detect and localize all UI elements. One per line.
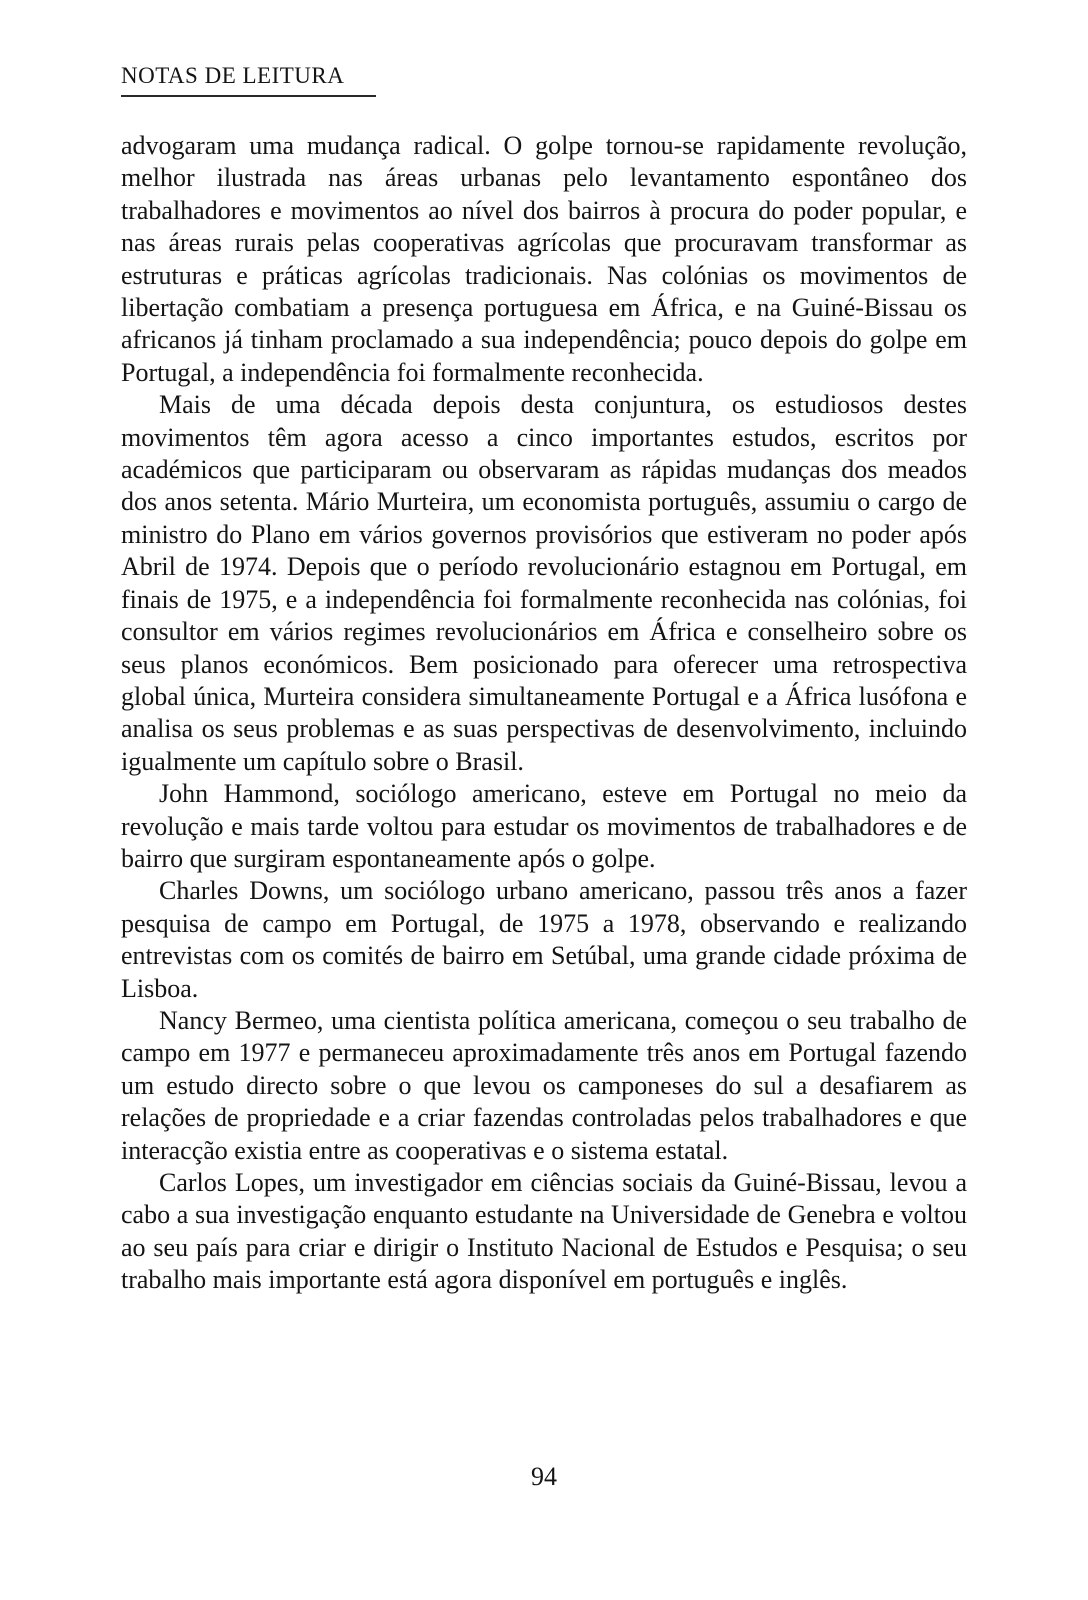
paragraph-lopes: Carlos Lopes, um investigador em ciências sociais da Guiné-Bissau, levou a cabo a sua investigação enquanto estudante na Universidade de Genebra e voltou ao seu país para criar e dirigir o Instituto Nacional de Estudos e Pesquisa; o seu trabalho mais importante está agora disponível em português e inglês. (121, 1168, 967, 1295)
paragraph-hammond: John Hammond, sociólogo americano, esteve em Portugal no meio da revolução e mais tarde voltou para estudar os movimentos de trabalhadores e de bairro que surgiram espontaneamente após o golpe. (121, 779, 967, 873)
paragraph-downs: Charles Downs, um sociólogo urbano americano, passou três anos a fazer pesquisa de campo em Portugal, de 1975 a 1978, observando e realizando entrevistas com os comités de bairro em Setúbal, uma grande cidade próxima de Lisboa. (121, 876, 967, 1003)
paragraph-continuation: advogaram uma mudança radical. O golpe tornou-se rapidamente revolução, melhor ilustrada nas áreas urbanas pelo levantamento espontâneo dos trabalhadores e movimentos ao nível dos bairros à procura do poder popular, e nas áreas rurais pelas cooperativas agrícolas que procuravam transformar as estruturas e práticas agrícolas tradicionais. Nas colónias os movimentos de libertação combatiam a presença portuguesa em África, e na Guiné-Bissau os africanos já tinham proclamado a sua independência; pouco depois do golpe em Portugal, a independência foi formalmente reconhecida. (121, 131, 967, 387)
page-number: 94 (531, 1462, 557, 1491)
running-head: NOTAS DE LEITURA (121, 63, 345, 88)
header-rule (121, 95, 376, 97)
paragraph-bermeo: Nancy Bermeo, uma cientista política americana, começou o seu trabalho de campo em 1977 e permaneceu aproximadamente três anos em Portugal fazendo um estudo directo sobre o que levou os camponeses do sul a desafiarem as relações de propriedade e a criar fazendas controladas pelos trabalhadores e que interacção existia entre as cooperativas e o sistema estatal. (121, 1005, 967, 1165)
paragraph-murteira: Mais de uma década depois desta conjuntura, os estudiosos destes movimentos têm agora acesso a cinco importantes estudos, escritos por académicos que participaram ou observaram as rápidas mudanças dos meados dos anos setenta. Mário Murteira, um economista português, assumiu o cargo de ministro do Plano em vários governos provisórios que estiveram no poder após Abril de 1974. Depois que o período revolucionário estagnou em Portugal, em finais de 1975, e a independência foi formalmente reconhecida nas colónias, foi consultor em vários regimes revolucionários em África e conselheiro sobre os seus planos económicos. Bem posicionado para oferecer uma retrospectiva global única, Murteira considera simultaneamente Portugal e a África lusófona e analisa os seus problemas e as suas perspectivas de desenvolvimento, incluindo igualmente um capítulo sobre o Brasil. (121, 390, 967, 776)
body-text (121, 130, 967, 1297)
